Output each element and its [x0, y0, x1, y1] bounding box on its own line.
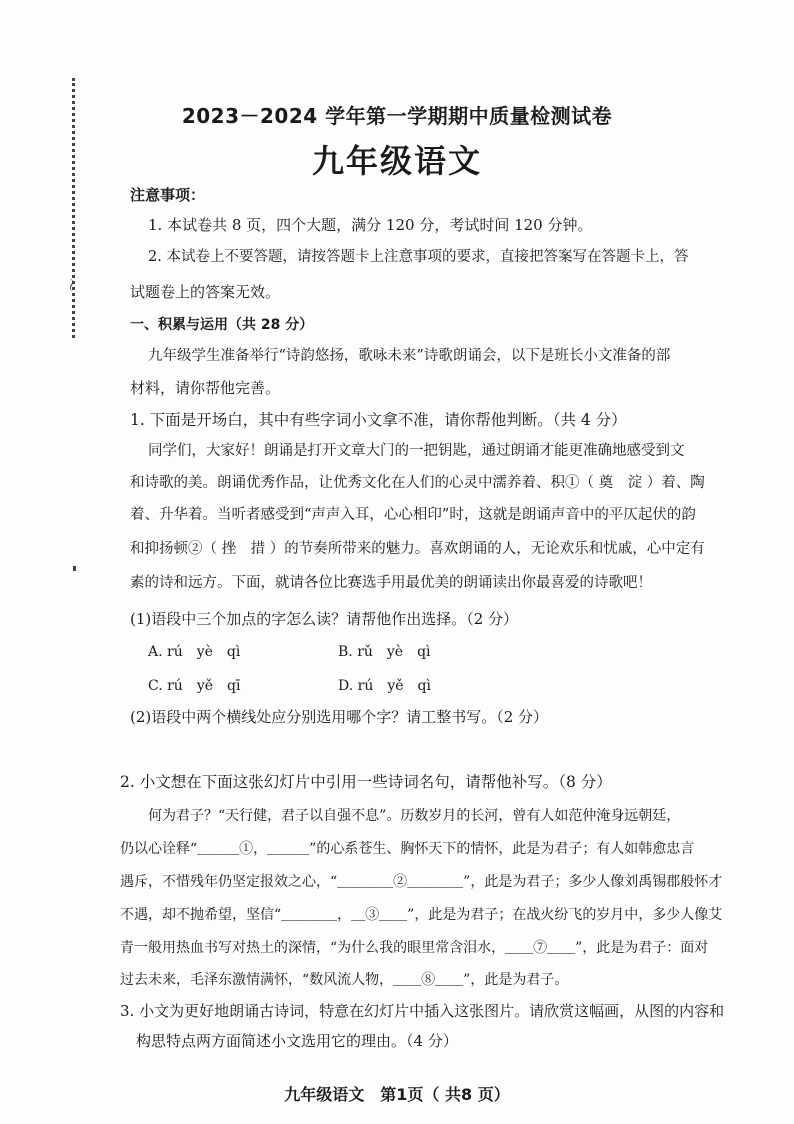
q3-line-2: 构思特点两方面简述小文选用它的理由。（4 分） [136, 1032, 458, 1050]
option-a: A. rú yè qì [148, 644, 241, 660]
notice-item-2b: 试题卷上的答案无效。 [130, 283, 281, 301]
page-footer: 九年级语文 第1页（ 共8 页） [284, 1085, 510, 1104]
exam-title: 2023－2024 学年第一学期期中质量检测试卷 [181, 104, 613, 128]
option-b: B. rǔ yè qì [338, 644, 431, 660]
binding-mark: ～ [62, 278, 78, 292]
notice-item-1: 1. 本试卷共 8 页，四个大题，满分 120 分，考试时间 120 分钟。 [148, 216, 593, 234]
q2-passage-line: 仍以心诠释“＿＿＿①，＿＿＿”的心系苍生、胸怀天下的情怀，此是为君子；有人如韩愈忠言 [120, 841, 695, 857]
exam-subject: 九年级语文 [311, 142, 482, 180]
q2-stem: 2. 小文想在下面这张幻灯片中引用一些诗词名句，请帮他补写。（8 分） [120, 773, 612, 791]
q1-passage-line: 同学们，大家好！朗诵是打开文章大门的一把钥匙，通过朗诵才能更准确地感受到文 [148, 443, 685, 459]
q1-passage-line: 素的诗和远方。下面，就请各位比赛选手用最优美的朗诵读出你最喜爱的诗歌吧！ [130, 575, 652, 591]
option-c: C. rú yě qī [148, 678, 241, 694]
q2-passage-line: 过去未来，毛泽东激情满怀，“数风流人物，＿＿⑧＿＿”，此是为君子。 [120, 972, 569, 988]
option-d: D. rú yě qì [338, 678, 431, 694]
section1-heading: 一、积累与运用（共 28 分） [130, 317, 314, 333]
q1-sub1: (1)语段中三个加点的字怎么读？请帮他作出选择。（2 分） [130, 610, 519, 628]
q1-passage-line: 和抑扬顿②（ 挫 措 ）的节奏所带来的魅力。喜欢朗诵的人，无论欢乐和忧戚，心中定有 [130, 541, 705, 557]
section1-intro-a: 九年级学生准备举行“诗韵悠扬，歌咏未来”诗歌朗诵会，以下是班长小文准备的部 [148, 348, 671, 364]
q3-line-1: 3. 小文为更好地朗诵古诗词，特意在幻灯片中插入这张图片。请欣赏这幅画，从图的内容和 [120, 1002, 725, 1020]
q2-passage-line: 何为君子？“天行健，君子以自强不息”。历数岁月的长河，曾有人如范仲淹身远朝廷， [148, 808, 681, 824]
q1-stem: 1. 下面是开场白，其中有些字词小文拿不准，请你帮他判断。（共 4 分） [130, 411, 627, 429]
q1-sub2: (2)语段中两个横线处应分别选用哪个字？请工整书写。（2 分） [130, 708, 549, 726]
notice-item-2a: 2. 本试卷上不要答题，请按答题卡上注意事项的要求，直接把答案写在答题卡上，答 [148, 249, 689, 265]
section1-intro-b: 材料，请你帮他完善。 [130, 379, 281, 397]
scan-speck [73, 566, 76, 571]
q1-passage-line: 着、升华着。当听者感受到“声声入耳，心心相印”时，这就是朗诵声音中的平仄起伏的韵 [130, 507, 696, 523]
q2-passage-line: 青一般用热血书写对热土的深情，“为什么我的眼里常含泪水，＿＿⑦＿＿”，此是为君子：面对 [120, 940, 709, 956]
q1-passage-line: 和诗歌的美。朗诵优秀作品，让优秀文化在人们的心灵中濡养着、积①（ 奠 淀 ）着、陶 [130, 475, 705, 491]
q2-passage-line: 遇斥，不惜残年仍坚定报效之心，“＿＿＿＿②＿＿＿＿”，此是为君子；多少人像刘禹锡郡般怀才 [120, 874, 723, 890]
notice-heading: 注意事项： [130, 186, 206, 204]
q2-passage-line: 不遇，却不抛希望，坚信“＿＿＿＿，＿③＿＿”，此是为君子；在战火纷飞的岁月中，多少人像艾 [120, 907, 723, 923]
